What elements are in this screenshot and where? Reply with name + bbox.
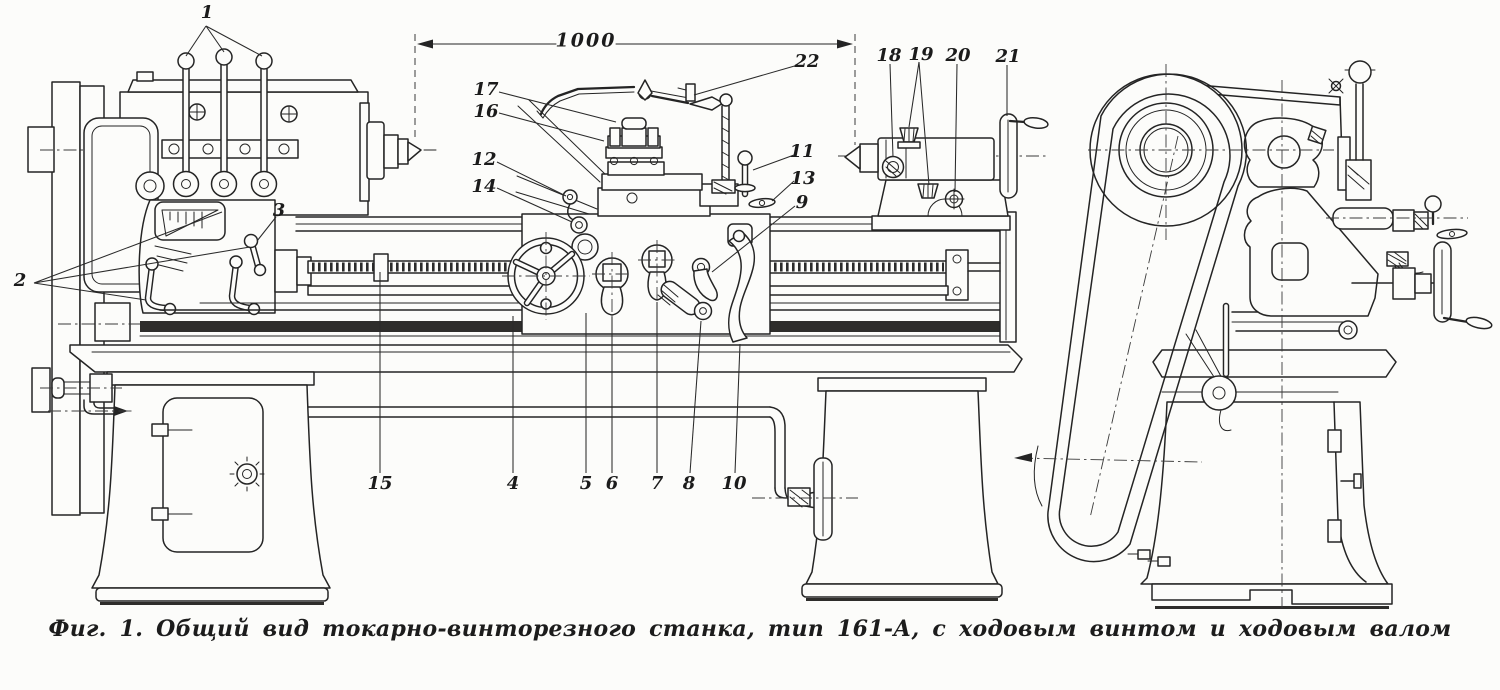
tailstock-handwheel[interactable] — [1000, 114, 1049, 198]
wing-handle[interactable] — [749, 197, 776, 208]
part-label-14: 14 — [471, 176, 497, 197]
plunger-knob[interactable] — [735, 151, 755, 194]
part-label-8: 8 — [682, 473, 696, 494]
side-control-rod[interactable] — [1329, 61, 1375, 200]
part-label-5: 5 — [579, 473, 593, 494]
part-label-10: 10 — [721, 473, 747, 494]
pedestal-door[interactable] — [152, 398, 264, 552]
part-label-11: 11 — [789, 141, 815, 162]
side-view — [1014, 61, 1493, 609]
part-label-7: 7 — [650, 473, 664, 494]
part-label-12: 12 — [471, 149, 497, 170]
part-label-17: 17 — [473, 79, 499, 100]
part-label-2: 2 — [13, 270, 27, 291]
carriage-stop-handle[interactable] — [537, 80, 732, 118]
base-clamp-knob[interactable] — [918, 184, 938, 198]
figure-caption: Фиг. 1. Общий вид токарно-винторезного станка, тип 161-А, с ходовым винтом и ходовым валом — [48, 616, 1452, 642]
part-label-20: 20 — [945, 45, 971, 66]
part-label-22: 22 — [794, 51, 820, 72]
side-handwheel[interactable] — [1434, 242, 1493, 331]
part-label-3: 3 — [272, 200, 286, 221]
bench-top — [70, 345, 1022, 372]
part-label-18: 18 — [876, 45, 902, 66]
side-bench-base — [1128, 306, 1396, 609]
part-label-4: 4 — [506, 473, 520, 494]
tailstock — [838, 114, 1049, 230]
part-label-21: 21 — [995, 46, 1021, 67]
part-label-9: 9 — [795, 192, 809, 213]
part-label-6: 6 — [605, 473, 619, 494]
part-label-1: 1 — [200, 2, 214, 23]
cross-knob — [1329, 79, 1343, 93]
stop-rod — [712, 106, 735, 194]
part-label-16: 16 — [473, 101, 499, 122]
front-view — [28, 45, 1049, 605]
clamp-screw[interactable] — [883, 157, 904, 178]
part-label-13: 13 — [790, 168, 816, 189]
part-label-15: 15 — [367, 473, 393, 494]
dimension-label: 1000 — [555, 29, 617, 52]
part-label-19: 19 — [908, 44, 934, 65]
